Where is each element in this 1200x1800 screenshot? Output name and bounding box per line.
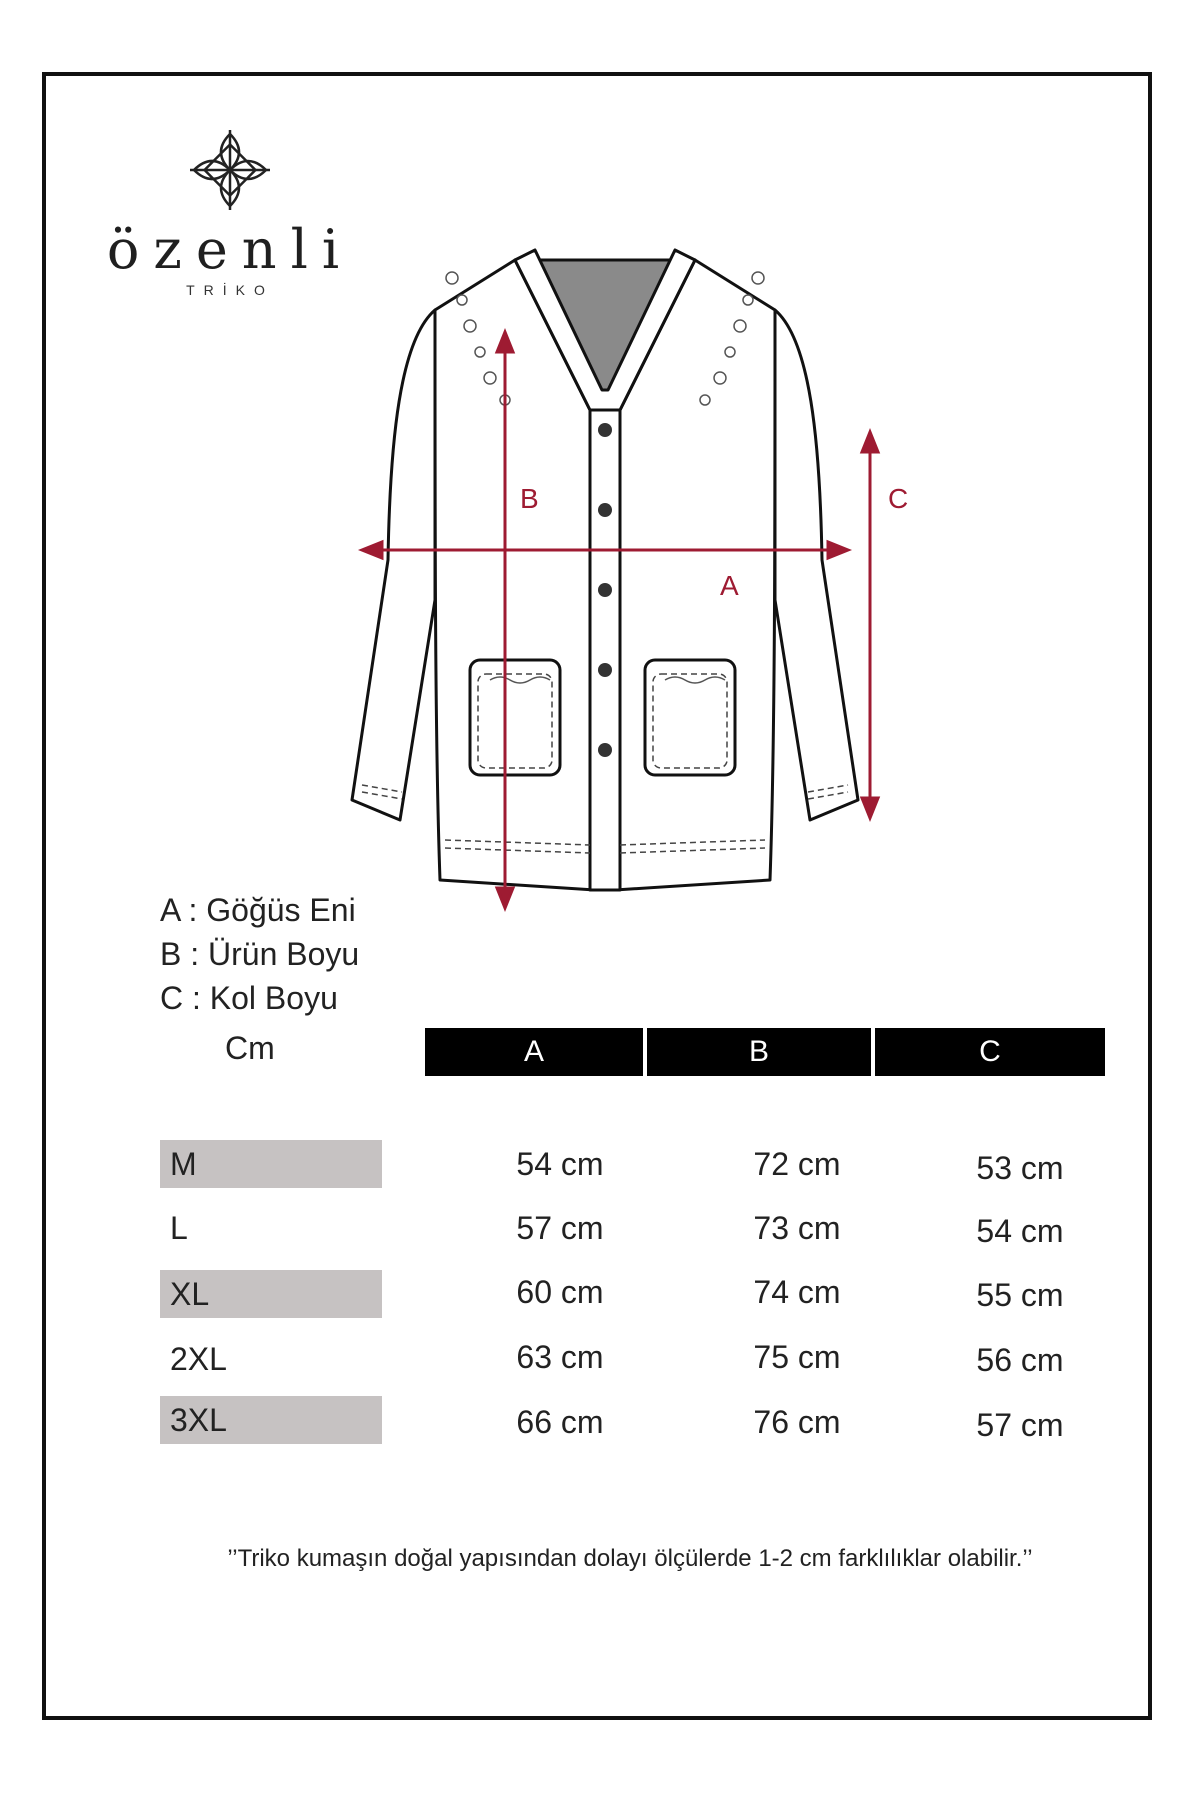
legend-b: B : Ürün Boyu [160, 936, 360, 972]
button-2 [598, 503, 612, 517]
right-pocket [645, 660, 735, 775]
right-sleeve [775, 310, 858, 820]
table-cell: 72 cm [753, 1146, 841, 1182]
table-header-c: C [875, 1028, 1105, 1076]
button-5 [598, 743, 612, 757]
cardigan-diagram [340, 240, 990, 920]
legend-c: C : Kol Boyu [160, 980, 338, 1016]
table-cell: 75 cm [753, 1339, 841, 1375]
table-header-b: B [647, 1028, 871, 1076]
placket [590, 410, 620, 890]
size-l: L [170, 1210, 188, 1246]
table-unit-label: Cm [225, 1030, 275, 1066]
size-3xl: 3XL [160, 1396, 382, 1444]
table-cell: 57 cm [516, 1210, 604, 1246]
button-3 [598, 583, 612, 597]
brand-name: özenli [106, 218, 354, 281]
left-pocket [470, 660, 560, 775]
table-cell: 73 cm [753, 1210, 841, 1246]
left-sleeve [352, 310, 435, 820]
table-cell: 76 cm [753, 1404, 841, 1440]
brand-ornament-icon [190, 130, 270, 210]
size-m: M [160, 1140, 382, 1188]
size-xl: XL [160, 1270, 382, 1318]
table-cell: 74 cm [753, 1274, 841, 1310]
measurement-legend [160, 888, 359, 1020]
table-cell: 54 cm [516, 1146, 604, 1182]
legend-a: A : Göğüs Eni [160, 892, 356, 928]
button-1 [598, 423, 612, 437]
label-b: B [520, 483, 539, 514]
brand-subtitle: TRİKO [186, 282, 274, 298]
table-header-a: A [425, 1028, 643, 1076]
table-cell: 53 cm [976, 1150, 1064, 1186]
button-4 [598, 663, 612, 677]
table-cell: 56 cm [976, 1342, 1064, 1378]
table-cell: 63 cm [516, 1339, 604, 1375]
label-a: A [720, 570, 739, 601]
fabric-tolerance-note: ’’Triko kumaşın doğal yapısından dolayı ölçülerde 1-2 cm farklılıklar olabilir.’’ [227, 1545, 1033, 1572]
table-cell: 54 cm [976, 1213, 1064, 1249]
label-c: C [888, 483, 909, 514]
table-cell: 66 cm [516, 1404, 604, 1440]
table-cell: 55 cm [976, 1277, 1064, 1313]
size-2xl: 2XL [170, 1341, 227, 1377]
table-cell: 57 cm [976, 1407, 1064, 1443]
table-cell: 60 cm [516, 1274, 604, 1310]
